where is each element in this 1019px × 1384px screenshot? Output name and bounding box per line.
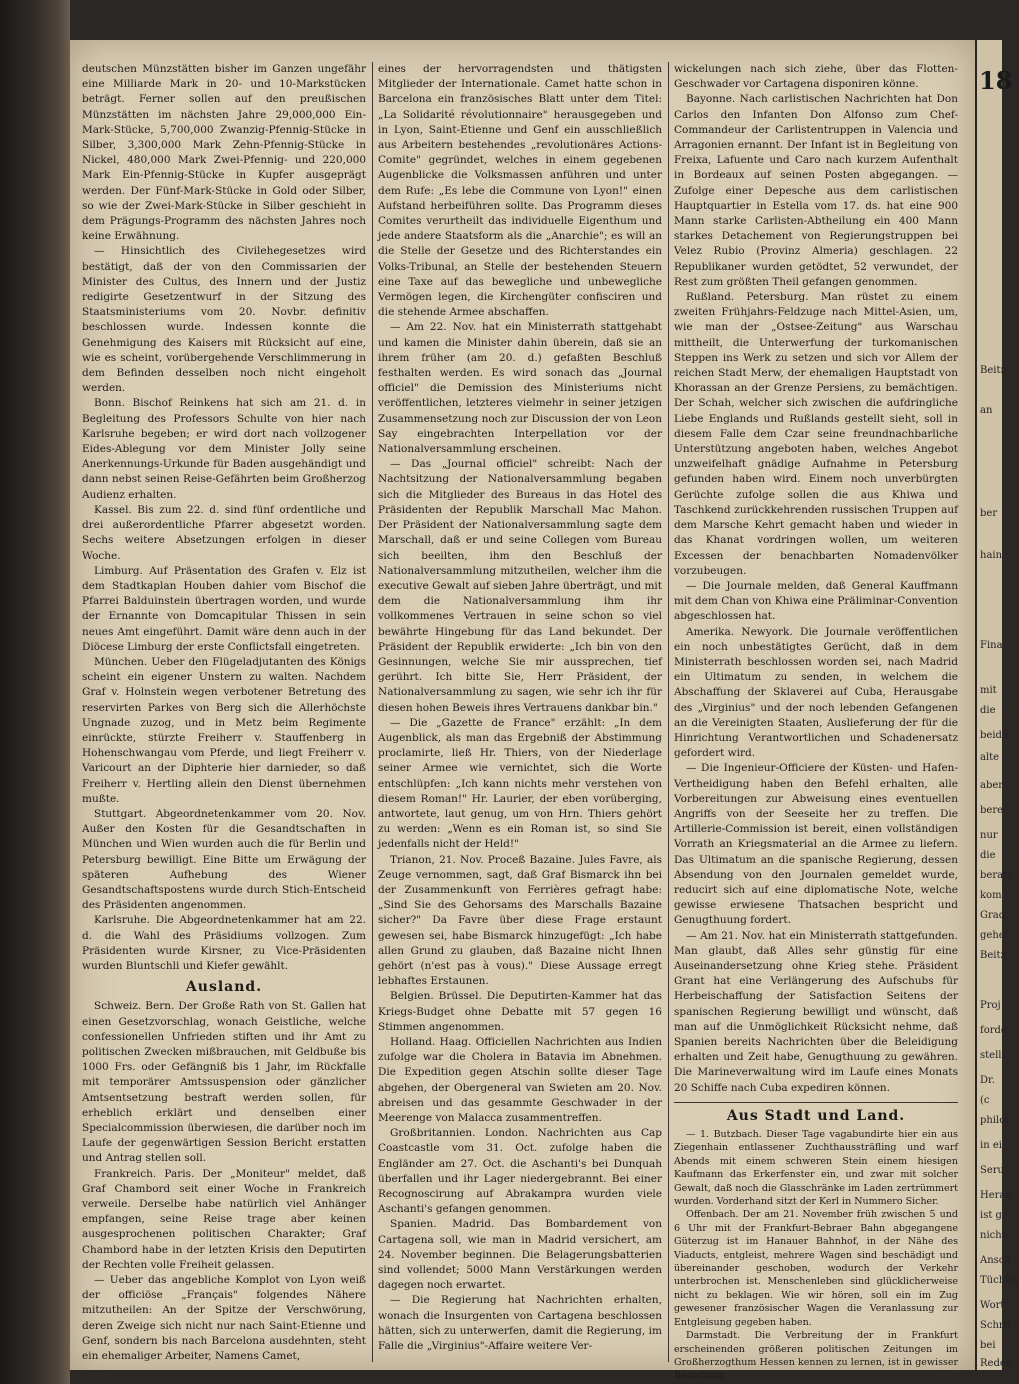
paragraph: — Ueber das angebliche Komplot von Lyon weiß der officiöse „Français" folgendes Nähere mitzutheilen: An der Spitze der Verschwörung, deren Zweige sich nicht nur nach Saint-Etienne und Genf, sondern bis nach Barcelona ausdehnten, steht ein ehemaliger Arbeiter, Namens Camet, [82, 1274, 366, 1363]
adjacent-page-fragment: Seru [980, 1165, 1004, 1176]
book-binding [0, 0, 70, 1384]
paragraph: eines der hervorragendsten und thätigsten Mitglieder der Internationale. Camet hatte schon in Barcelona ein französisches Blatt unter dem Titel: „La Solidarité révolutionnaire" herausgegeben und in Lyon, Saint-Etienne und Genf ein ausschließlich aus Arbeitern bestehendes „revolutionäres Actions-Comite" gegründet, welches in einem gegebenen Augenblicke die Volksmassen anführen und unter dem Rufe: „Es lebe die Commune von Lyon!" einen Aufstand herbeiführen sollte. Das Programm dieses Comites verurtheilt das individuelle Eigenthum und jede andere Staatsform als die „Anarchie"; es will an die Stelle der Gesetze und des Richterstandes ein Volks-Tribunal, an Stelle der bestehenden Steuern eine Taxe auf das bewegliche und unbewegliche Vermögen legen, die Kirchengüter confisciren und die stehende Armee abschaffen. [378, 63, 662, 319]
paragraph: — Die Journale melden, daß General Kauffmann mit dem Chan von Khiwa eine Präliminar-Convention abgeschlossen hat. [674, 579, 958, 623]
section-heading-ausland: Ausland. [185, 979, 263, 996]
paragraph: — 1. Butzbach. Dieser Tage vagabundirte hier ein aus Ziegenhain entlassener Zuchthaussträfling und warf Abends mit einem schweren Stein einem hiesigen Kaufmann das Erkerfenster ein, und zwar mit solcher Gewalt, daß noch die Glasschränke im Laden zertrümmert wurden. Vorderhand sitzt der Kerl in Nummero Sicher. [674, 1129, 958, 1208]
paragraph: Belgien. Brüssel. Die Deputirten-Kammer hat das Kriegs-Budget ohne Debatte mit 57 gegen 16 Stimmen angenommen. [378, 990, 662, 1033]
paragraph: wickelungen nach sich ziehe, über das Flotten-Geschwader vor Cartagena disponiren könne. [674, 63, 958, 91]
adjacent-page-fragment: Fina [980, 640, 1003, 651]
adjacent-page-fragment: Beitz [980, 950, 1006, 961]
adjacent-page-fragment: Schrif [980, 1320, 1011, 1331]
adjacent-page-fragment: bere [980, 805, 1004, 816]
column-2 [378, 62, 662, 1362]
paragraph: Spanien. Madrid. Das Bombardement von Cartagena soll, wie man in Madrid versichert, am 24. November beginnen. Die Belagerungsbatterien sind vollendet; 5000 Mann Verstärkungen werden dagegen noch erwartet. [378, 1218, 662, 1292]
adjacent-page-year: 18 [979, 66, 1013, 95]
paragraph: Großbritannien. London. Nachrichten aus Cap Coastcastle vom 31. Oct. zufolge haben die Engländer am 27. Oct. die Aschanti's bei Dunquah überfallen und ihr Lager niedergebrannt. Bei einer Recognoscirung auf Abrakampra wurden viele Aschanti's gefangen genommen. [378, 1127, 662, 1216]
paragraph: — Das „Journal officiel" schreibt: Nach der Nachtsitzung der Nationalversammlung begaben sich die Mitglieder des Bureaus in das Hotel des Präsidenten der Republik Marschall Mac Mahon. Der Präsident der Nationalversammlung sagte dem Marschall, daß er und seine Collegen vom Bureau sich beeilten, ihm den Beschluß der Nationalversammlung mitzutheilen, welcher ihm die executive Gewalt auf sieben Jahre überträgt, und mit dem die Nationalversammlung ihm ihr vollkommenes Vertrauen in seine schon so viel bewährte Hingebung für das Land bekundet. Der Präsident der Republik erwiderte: „Ich bin von den Gesinnungen, welche Sie mir aussprechen, tief gerührt. Ich bitte Sie, Herr Präsident, der Nationalversammlung zu sagen, wie sehr ich ihr für diesen hohen Beweis ihres Vertrauens dankbar bin." [378, 458, 662, 714]
paragraph: Holland. Haag. Officiellen Nachrichten aus Indien zufolge war die Cholera in Batavia im Abnehmen. Die Expedition gegen Atschin sollte dieser Tage abgehen, der Obergeneral van Swieten am 20. Nov. abreisen und das gesammte Geschwader in der Meerenge von Malacca zusammentreffen. [378, 1036, 662, 1125]
adjacent-page-fragment: in ei [980, 1140, 1002, 1151]
adjacent-page-fragment: aber [980, 780, 1004, 791]
section-heading-stadt-land: Aus Stadt und Land. [726, 1107, 906, 1124]
adjacent-page-fragment: an [980, 405, 993, 416]
paragraph: — Am 22. Nov. hat ein Ministerrath stattgehabt und kamen die Minister dahin überein, daß sie an ihrem früher (am 20. d.) gefaßten Beschluß festhalten werden. Es wird sonach das „Journal officiel" die Demission des Ministeriums nicht veröffentlichen, letzteres vielmehr in seiner jetzigen Zusammensetzung noch zur Discussion der von Leon Say eingebrachten Interpellation vor der Nationalversammlung erscheinen. [378, 321, 662, 456]
column-1 [82, 62, 366, 1362]
paragraph: — Hinsichtlich des Civilehegesetzes wird bestätigt, daß der von den Commissarien der Minister des Cultus, des Innern und der Justiz redigirte Gesetzentwurf in der Sitzung des Staatsministeriums vom 20. Novbr. definitiv beschlossen wurde. Indessen konnte die Genehmigung des Kaisers mit Rücksicht auf eine, wie es scheint, vorübergehende Verschlimmerung in dem Befinden desselben noch nicht eingeholt werden. [82, 245, 366, 395]
paragraph: Offenbach. Der am 21. November früh zwischen 5 und 6 Uhr mit der Frankfurt-Bebraer Bahn abgegangene Güterzug ist im Hanauer Bahnhof, in der Nähe des Viaducts, entgleist, mehrere Wagen sind beschädigt und übereinander geschoben, wodurch der Verkehr unterbrochen ist. Menschenleben sind glücklicherweise nicht zu beklagen. Wie wir hören, soll ein im Zug gewesener französischer Wagen die Veranlassung zur Entgleisung gegeben haben. [674, 1209, 958, 1328]
paragraph: München. Ueber den Flügeladjutanten des Königs scheint ein eigener Unstern zu walten. Nachdem Graf v. Holnstein wegen verbotener Betretung des reservirten Parkes von Berg sich die Allerhöchste Ungnade zuzog, und in Metz beim Regimente einrückte, stürzte Freiherr v. Stauffenberg in Hohenschwangau vom Pferde, und liegt Freiherr v. Varicourt an der Diphterie hier darnieder, so daß Freiherr v. Hertling allein den Dienst übernehmen mußte. [82, 655, 366, 805]
paragraph: — Die „Gazette de France" erzählt: „In dem Augenblick, als man das Ergebniß der Abstimmung proclamirte, ließ Hr. Thiers, von der Niederlage seiner Armee wie vernichtet, sich die Worte entschlüpfen: „Ich kann nichts mehr verstehen von diesem Roman!" Hr. Laurier, der eben vorüberging, antwortete, laut genug, um von Hrn. Thiers gehört zu werden: „Wenn es ein Roman ist, so sind Sie jedenfalls nicht der Held!" [378, 716, 662, 851]
adjacent-page-fragment: hain [980, 550, 1003, 561]
paragraph: Stuttgart. Abgeordnetenkammer vom 20. Nov. Außer den Kosten für die Gesandtschaften in München und Wien wurden auch die für Berlin und Petersburg bewilligt. Eine Bitte um Erwägung der späteren Aufhebung des Wiener Gesandtschaftspostens wurde durch Stich-Entscheid des Präsidenten angenommen. [82, 807, 366, 912]
local-news [674, 1128, 958, 1383]
paragraph: Rußland. Petersburg. Man rüstet zu einem zweiten Frühjahrs-Feldzuge nach Mittel-Asien, um, wie man der „Ostsee-Zeitung" aus Warschau mittheilt, die Unterwerfung der turkomanischen Steppen ins Werk zu setzen und sich vor Allem der reichen Stadt Merw, der ehemaligen Hauptstadt von Khorassan an der Grenze Persiens, zu bemächtigen. Der Schah, welcher sich zwischen die aufdringliche Liebe Englands und Rußlands gestellt sieht, soll in diesem Falle dem Czar seine freundnachbarliche Unterstützung angeboten haben, welches Angebot unzweifelhaft gnädige Aufnahme in Petersburg gefunden haben wird. Einem noch unverbürgten Gerüchte zufolge sollen die aus Khiwa und Taschkend zurückkehrenden russischen Truppen auf dem Marsche Kehrt gemacht haben und wieder in das Khanat vordringen wollen, um weiteren Excessen der benachbarten Nomadenvölker vorzubeugen. [674, 291, 958, 577]
adjacent-page-fragment: philos [980, 1115, 1011, 1126]
paragraph: — Am 21. Nov. hat ein Ministerrath stattgefunden. Man glaubt, daß Alles sehr günstig für eine Auseinandersetzung ohne Krieg stehe. Präsident Grant hat eine Verlängerung des Aufschubs für Herbeischaffung der Satisfaction Seitens der spanischen Regierung bewilligt und wünscht, daß man auf die Unmöglichkeit Rücksicht nehme, daß Spanien bereits Nachrichten über die Beleidigung erhalten und Zeit habe, Genugthuung zu gewähren. Die Marineverwaltung wird im Laufe eines Monats 20 Schiffe nach Cuba expediren können. [674, 929, 958, 1094]
adjacent-page-fragment: Tüchtig [980, 1275, 1019, 1286]
paragraph: deutschen Münzstätten bisher im Ganzen ungefähr eine Milliarde Mark in 20- und 10-Markstücken beträgt. Ferner sollen auf den preußischen Münzstätten im nächsten Jahre 29,000,000 Ein-Mark-Stücke, 5,700,000 Zwanzig-Pfennig-Stücke in Silber, 3,300,000 Mark Zehn-Pfennig-Stücke in Nickel, 480,000 Mark Zwei-Pfennig- und 220,000 Mark Ein-Pfennig-Stücke in Kupfer ausgeprägt werden. Der Fünf-Mark-Stücke in Gold oder Silber, so wie der Zwei-Mark-Stücke in Silber geschieht in dem Prägungs-Programm des nächsten Jahres noch keine Erwähnung. [82, 63, 366, 243]
paragraph: Limburg. Auf Präsentation des Grafen v. Elz ist dem Stadtkaplan Houben dahier vom Bischof die Pfarrei Balduinstein übertragen worden, und wurde der Ernannte von Domcapitular Thissen in sein neues Amt eingeführt. Damit wäre denn auch in der Diöcese Limburg der erste Conflictsfall eingetreten. [82, 564, 366, 653]
adjacent-page-fragment: Grad [980, 910, 1006, 921]
adjacent-page-fragment: ist g [980, 1210, 1002, 1221]
paragraph: Kassel. Bis zum 22. d. sind fünf ordentliche und drei außerordentliche Pfarrer abgesetzt worden. Sechs weitere Absetzungen erfolgen in dieser Woche. [82, 503, 366, 562]
adjacent-page-fragment: gehen [980, 930, 1012, 941]
adjacent-page-fragment: alte [980, 752, 1000, 763]
paragraph: Trianon, 21. Nov. Proceß Bazaine. Jules Favre, als Zeuge vernommen, sagt, daß Graf Bismarck ihn bei der Zusammenkunft von Ferrières gefragt habe: „Sind Sie des Gehorsams des Marschalls Bazaine sicher?" Da Favre über diese Frage erstaunt gewesen sei, habe Bismarck hinzugefügt: „Ich habe allen Grund zu glauben, daß Bazaine nicht Ihnen gehört (n'est pas à vous)." Diese Aussage erregt lebhaftes Erstaunen. [378, 853, 662, 988]
paragraph: — Die Ingenieur-Officiere der Küsten- und Hafen-Vertheidigung haben den Befehl erhalten, alle Vorbereitungen zur Abweisung eines eventuellen Angriffs von der Seeseite her zu treffen. Die Artillerie-Commission ist bereit, einen vollständigen Vorrath an Kriegsmaterial an die Armee zu liefern. Das Ultimatum an die spanische Regierung, dessen Absendung von den Journalen gemeldet wurde, reducirt sich auf eine diplomatische Note, welche gewisse erwiesene Thatsachen bespricht und Genugthuung fordert. [674, 762, 958, 927]
paragraph: Bonn. Bischof Reinkens hat sich am 21. d. in Begleitung des Professors Schulte von hier nach Karlsruhe begeben; er wird dort nach vollzogener Eides-Ablegung vor dem Minister Jolly seine Anerkennungs-Urkunde für Baden ausgehändigt und dann nebst seinen Reise-Gefährten beim Großherzog Audienz erhalten. [82, 397, 366, 501]
paragraph: — Die Regierung hat Nachrichten erhalten, wonach die Insurgenten von Cartagena beschlossen hätten, sich zu unterwerfen, damit die Regierung, im Falle die „Virginius"-Affaire weitere Ver- [378, 1294, 662, 1353]
adjacent-page-fragment: nur [980, 830, 998, 841]
adjacent-page-fragment: die [980, 705, 996, 716]
adjacent-page-fragment: (c [980, 1095, 990, 1106]
adjacent-page-fragment: stellt [980, 1050, 1006, 1061]
adjacent-page-fragment: Wort [980, 1300, 1005, 1311]
adjacent-page-fragment: mit [980, 685, 997, 696]
paragraph: Amerika. Newyork. Die Journale veröffentlichen ein noch unbestätigtes Gerücht, daß in dem Ministerrath beschlossen worden sei, nach Madrid ein Ultimatum zu senden, in welchem die Abschaffung der Sklaverei auf Cuba, Herausgabe des „Virginius" und der noch lebenden Gefangenen an die Vereinigten Staaten, Auslieferung der für die Hinrichtung Verantwortlichen und Schadenersatz gefordert wird. [674, 625, 958, 760]
column-3 [674, 62, 958, 1382]
adjacent-page-fragment: Beitr [980, 365, 1006, 376]
adjacent-page-fragment: ber [980, 508, 998, 519]
adjacent-page-fragment: nicht [980, 1230, 1006, 1241]
adjacent-page-fragment: Herau [980, 1190, 1012, 1201]
paragraph: Frankreich. Paris. Der „Moniteur" meldet, daß Graf Chambord seit einer Woche in Frankreich verweile. Derselbe habe natürlich viel Anhänger empfangen, seine Reise trage aber keinen ausgesprochenen politischen Charakter; Graf Chambord habe in der letzten Krisis den Deputirten der Rechten volle Freiheit gelassen. [82, 1167, 366, 1271]
paragraph: Schweiz. Bern. Der Große Rath von St. Gallen hat einen Gesetzvorschlag, wonach Geistliche, welche confessionellen Unfrieden stiften und ihr Amt zu politischen Zwecken mißbrauchen, mit Geldbuße bis 1000 Frs. oder Gefängniß bis 1 Jahr, im Rückfalle mit temporärer Amtssuspension oder gänzlicher Amtsentsetzung bestraft werden sollen, für erheblich erklärt und denselben einer Specialcommission überwiesen, die darüber noch im Laufe der gegenwärtigen Session Bericht erstatten und Antrag stellen soll. [82, 1000, 366, 1165]
adjacent-page-fragment: Ansch [980, 1255, 1011, 1266]
section-divider [674, 1102, 958, 1103]
paragraph: Karlsruhe. Die Abgeordnetenkammer hat am 22. d. die Wahl des Präsidiums vollzogen. Zum Präsidenten wurde Kirsner, zu Vice-Präsidenten wurden Bluntschli und Kiefer gewählt. [82, 914, 366, 972]
columns [82, 62, 962, 1382]
adjacent-page-fragment: beide [980, 730, 1008, 741]
column-rule [372, 62, 373, 1362]
column-rule [668, 62, 669, 1362]
adjacent-page-fragment: Dr. [980, 1075, 995, 1086]
adjacent-page-fragment: Reden [980, 1358, 1013, 1369]
newspaper-page [70, 40, 975, 1382]
adjacent-page-fragment: Proj [980, 1000, 1001, 1011]
adjacent-page-fragment: berath [980, 870, 1014, 881]
paragraph: Bayonne. Nach carlistischen Nachrichten hat Don Carlos den Infanten Don Alfonso zum Chef-Commandeur der Carlistentruppen in Valencia und Arragonien ernannt. Der Infant ist in Begleitung von Freixa, Lafuente und Caro nach kurzem Aufenthalt in Bordeaux auf seinen Posten abgegangen. — Zufolge einer Depesche aus dem carlistischen Hauptquartier in Estella vom 17. ds. hat eine 900 Mann starke Carlisten-Abtheilung ein 400 Mann starkes Detachement von Regierungstruppen bei Velez Rubio (Provinz Almeria) geschlagen. 22 Republikaner wurden getödtet, 52 verwundet, der Rest zum größten Theil gefangen genommen. [674, 93, 958, 288]
adjacent-page-fragment: kom [980, 890, 1002, 901]
adjacent-page-fragment: die [980, 850, 996, 861]
adjacent-page-fragment: forde [980, 1025, 1007, 1036]
paragraph: Darmstadt. Die Verbreitung der in Frankfurt erscheinenden größeren politischen Zeitungen im Großherzogthum Hessen kennen zu lernen, ist in gewisser Beziehung [674, 1330, 958, 1382]
adjacent-page-fragment: bei [980, 1340, 996, 1351]
adjacent-page-edge [975, 40, 1019, 1370]
